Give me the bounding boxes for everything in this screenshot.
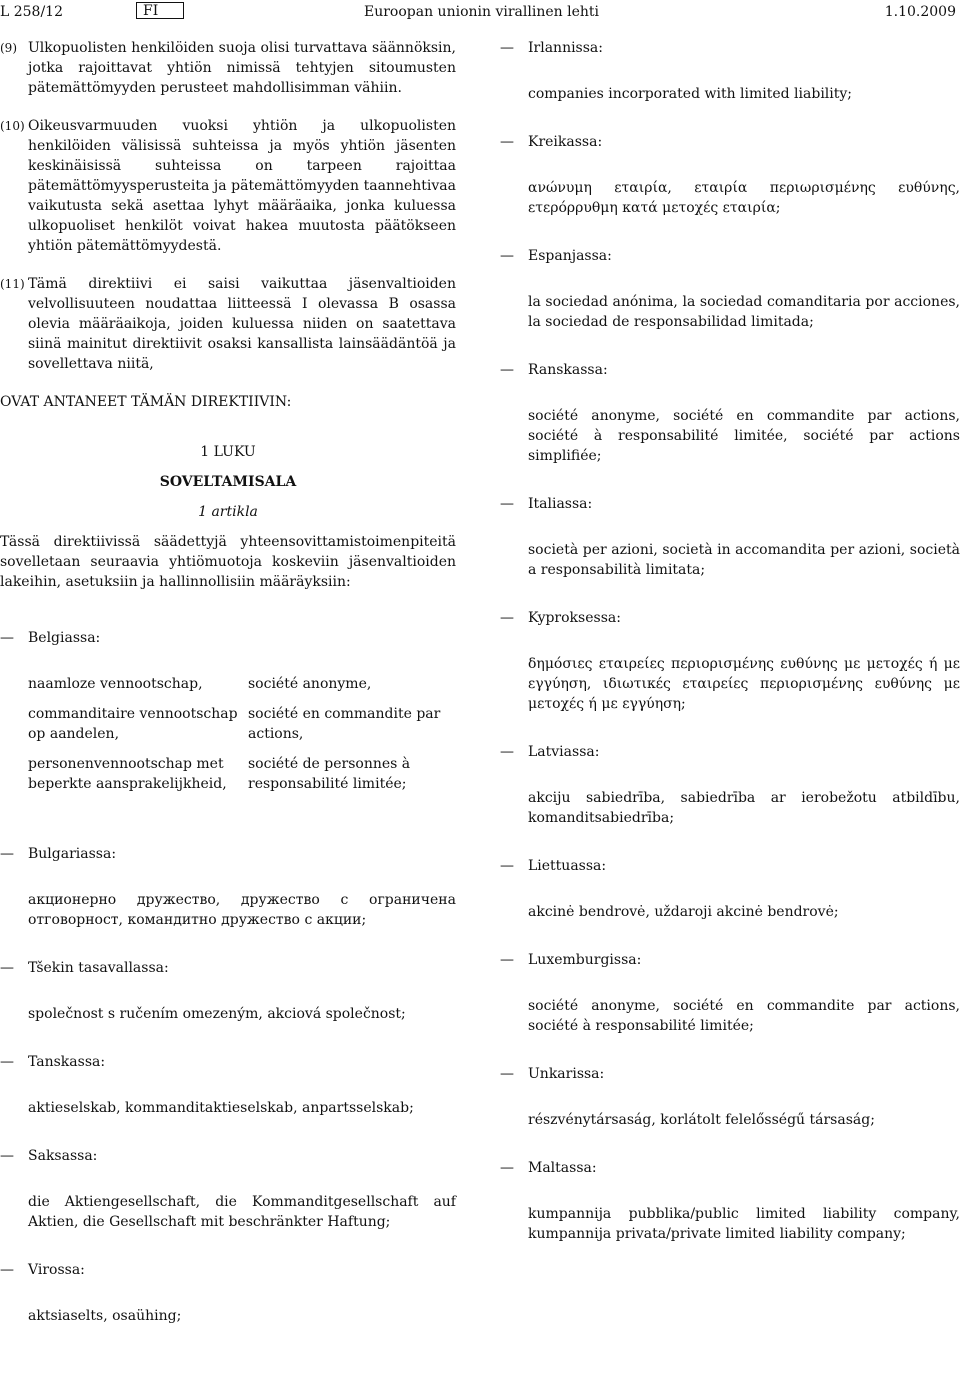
form-fr: société de personnes à responsabilité limitée; [248,756,411,792]
country-entry [0,958,456,978]
form-nl: naamloze vennootschap, [28,676,203,692]
dash-marker: — [0,630,14,646]
article-text: Tässä direktiivissä säädettyjä yhteensovittamistoimenpiteitä sovelletaan seuraavia yhtiömuotoja koskeviin jäsenvaltioiden lakeihin, asetuksiin ja hallinnollisiin määräyksiin: [0,534,456,590]
recital-number: (9) [0,41,17,55]
country-entry [0,1260,456,1280]
right-country-list [500,38,960,1244]
dash-marker: — [500,1066,514,1082]
country-entry [500,360,960,380]
country-name: Maltassa: [528,1160,597,1176]
dash-marker: — [0,1262,14,1278]
recital-number: (11) [0,277,25,291]
enacting-formula: OVAT ANTANEET TÄMÄN DIREKTIIVIN: [0,394,292,410]
country-entry [500,494,960,514]
company-forms: részvénytársaság, korlátolt felelősségű társaság; [528,1112,875,1128]
dash-marker: — [500,952,514,968]
country-name: Luxemburgissa: [528,952,642,968]
company-forms: società per azioni, società in accomandita per azioni, società a responsabilità limitata; [528,542,960,578]
dash-marker: — [500,40,514,56]
chapter-number: 1 LUKU [200,444,256,460]
recital-number: (10) [0,119,25,133]
country-entry [500,246,960,266]
recital-text: Oikeusvarmuuden vuoksi yhtiön ja ulkopuolisten henkilöiden välisissä suhteissa ja myös yhtiön jäsenten keskinäisissä suhteissa on tarpeen rajoittaa pätemättömyysperusteita ja pätemättömyyden taannehtivaa vaikutusta sekä asettaa lyhyt määräaika, jonka kuluessa ulkopuoliset henkilöt voivat hakea muutosta päätökseen yhtiön pätemättömyydestä. [28,118,456,254]
country-name: Kreikassa: [528,134,603,150]
dash-marker: — [500,858,514,874]
belgium-forms-table [28,674,456,804]
country-entry [500,38,960,58]
left-column [0,38,456,1354]
chapter-title: SOVELTAMISALA [159,474,297,490]
country-entry [500,608,960,628]
country-entry [0,1052,456,1072]
company-forms: aktsiaselts, osaühing; [28,1308,182,1324]
country-name: Espanjassa: [528,248,612,264]
country-name: Italiassa: [528,496,593,512]
dash-marker: — [500,610,514,626]
company-forms: companies incorporated with limited liability; [528,86,853,102]
dash-marker: — [500,134,514,150]
company-forms: δημόσιες εταιρείες περιορισμένης ευθύνης με μετοχές ή με εγγύηση, ιδιωτικές εταιρείες περιορισμένης ευθύνης με μετοχές ή με εγγύηση; [528,656,960,712]
recital [0,38,456,98]
form-fr: société en commandite par actions, [248,706,441,742]
country-entry [500,1064,960,1084]
company-forms: akcinė bendrovė, uždaroji akcinė bendrovė; [528,904,839,920]
country-entry [500,742,960,762]
country-entry [500,1158,960,1178]
recital [0,274,456,374]
dash-marker: — [500,362,514,378]
company-forms: aktieselskab, kommanditaktieselskab, anpartsselskab; [28,1100,414,1116]
country-entry [500,950,960,970]
country-name: Kyproksessa: [528,610,621,626]
dash-marker: — [0,960,14,976]
country-name: Liettuassa: [528,858,607,874]
dash-marker: — [500,248,514,264]
journal-title: Euroopan unionin virallinen lehti [364,4,599,20]
country-name: Irlannissa: [528,40,603,56]
company-forms: société anonyme, société en commandite par actions, société à responsabilité limitée, société par actions simplifiée; [528,408,960,464]
company-forms: společnost s ručením omezeným, akciová společnost; [28,1006,406,1022]
country-name: Tanskassa: [28,1054,106,1070]
country-entry [500,856,960,876]
country-entry [0,1146,456,1166]
article-number: 1 artikla [198,504,258,520]
dash-marker: — [0,1148,14,1164]
country-name: Tšekin tasavallassa: [28,960,169,976]
dash-marker: — [500,1160,514,1176]
company-forms: la sociedad anónima, la sociedad comanditaria por acciones, la sociedad de responsabilidad limitada; [528,294,960,330]
language-badge: FI [136,2,184,19]
publication-date: 1.10.2009 [884,4,956,20]
dash-marker: — [500,496,514,512]
country-name: Unkarissa: [528,1066,605,1082]
country-name: Saksassa: [28,1148,98,1164]
country-name: Latviassa: [528,744,600,760]
country-name: Belgiassa: [28,630,101,646]
page-reference: L 258/12 [0,4,63,20]
company-forms: die Aktiengesellschaft, die Kommanditgesellschaft auf Aktien, die Gesellschaft mit beschränkter Haftung; [28,1194,456,1230]
country-entry [500,132,960,152]
form-nl: personenvennootschap met beperkte aansprakelijkheid, [28,756,227,792]
dash-marker: — [500,744,514,760]
recital-text: Tämä direktiivi ei saisi vaikuttaa jäsenvaltioiden velvollisuuteen noudattaa liitteessä I olevassa B osassa olevia määräaikoja, joiden kuluessa niiden on saatettava siinä mainitut direktiivit osaksi kansallista lainsäädäntöä ja sovellettava niitä, [28,276,456,372]
company-forms: ανώνυμη εταιρία, εταιρία περιωρισμένης ευθύνης, ετερόρρυθμη κατά μετοχές εταιρία; [528,180,960,216]
right-column [500,38,960,1272]
company-forms: акционерно дружество, дружество с ограничена отговорност, командитно дружество с акции; [28,892,456,928]
page-header [0,2,960,22]
company-forms: kumpannija pubblika/public limited liability company, kumpannija privata/private limited liability company; [528,1206,960,1242]
country-name: Bulgariassa: [28,846,117,862]
country-entry [0,844,456,864]
country-name: Virossa: [28,1262,85,1278]
form-fr: société anonyme, [248,676,372,692]
dash-marker: — [0,1054,14,1070]
dash-marker: — [0,846,14,862]
country-entry [0,628,456,648]
form-nl: commanditaire vennootschap op aandelen, [28,706,238,742]
recital-text: Ulkopuolisten henkilöiden suoja olisi turvattava säännöksin, jotka rajoittavat yhtiön nimissä tehtyjen sitoumusten pätemättömyyden perusteet mahdollisimman vähiin. [28,40,456,96]
country-name: Ranskassa: [528,362,608,378]
company-forms: akciju sabiedrība, sabiedrība ar ierobežotu atbildību, komanditsabiedrība; [528,790,960,826]
left-country-list [0,844,456,1326]
company-forms: société anonyme, société en commandite par actions, société à responsabilité limitée; [528,998,960,1034]
recital [0,116,456,256]
